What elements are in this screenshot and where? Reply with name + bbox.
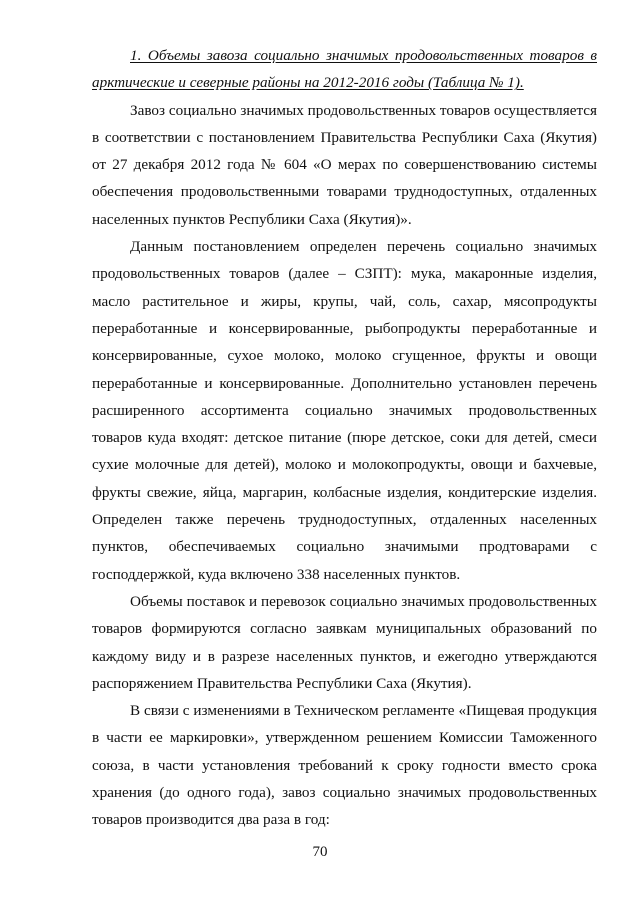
paragraph-1: Завоз социально значимых продовольственных товаров осуществляется в соответствии с постановлением Правительства Республики Саха (Якутия) от 27 декабря 2012 года № 604 «О мерах по совершенствованию системы обеспечения продовольственными товарами труднодоступных, отдаленных населенных пунктов Республики Саха (Якутия)». [92,101,597,228]
paragraph-2: Данным постановлением определен перечень социально значимых продовольственных товаров (далее – СЗПТ): мука, макаронные изделия, масло растительное и жиры, крупы, чай, соль, сахар, мясопродукты переработанные и консервированные, рыбопродукты переработанные и консервированные, сухое молоко, молоко сгущенное, фрукты и овощи переработанные и консервированные. Дополнительно установлен перечень расширенного ассортимента социально значимых продовольственных товаров куда входят: детское питание (пюре детское, соки для детей, смеси сухие молочные для детей), молоко и молокопродукты, овощи и бахчевые, фрукты свежие, яйца, маргарин, колбасные изделия, кондитерские изделия. Определен также перечень труднодоступных, отдаленных населенных пунктов, обеспечиваемых социально значимыми продтоварами с господдержкой, куда включено 338 населенных пунктов. [92,238,597,583]
section-heading [92,42,597,97]
paragraph-3: Объемы поставок и перевозок социально значимых продовольственных товаров формируются согласно заявкам муниципальных образований по каждому виду и в разрезе населенных пунктов, и ежегодно утверждаются распоряжением Правительства Республики Саха (Якутия). [92,592,597,692]
page-content [92,42,597,834]
section-heading-text: 1. Объемы завоза социально значимых продовольственных товаров в арктические и северные районы на 2012-2016 годы (Таблица № 1). [92,47,597,92]
page-number: 70 [312,844,328,860]
paragraph-4: В связи с изменениями в Техническом регламенте «Пищевая продукция в части ее маркировки», утвержденном решением Комиссии Таможенного союза, в части установления требований к сроку годности вместо срока хранения (до одного года), завоз социально значимых продовольственных товаров производится два раза в год: [92,702,597,829]
